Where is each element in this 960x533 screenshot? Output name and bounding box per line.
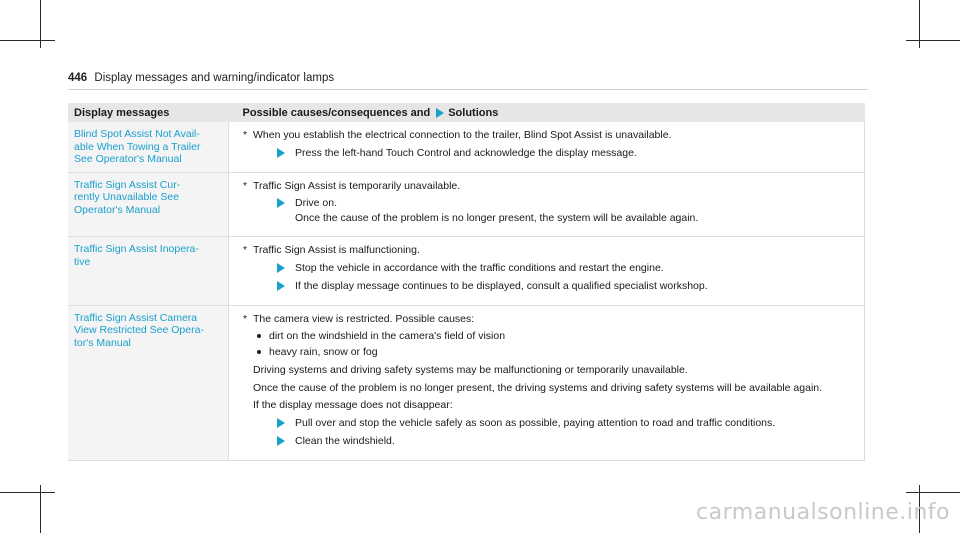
solution-step [243, 147, 858, 160]
step-text: If the display message continues to be displayed, consult a qualified specialist workshop. [295, 280, 708, 292]
paragraph: If the display message does not disappear: [253, 399, 453, 411]
table-header-row [68, 103, 865, 122]
message-line: Traffic Sign Assist Inopera- [74, 243, 199, 255]
col-header-messages: Display messages [68, 103, 229, 122]
crop-mark [906, 40, 960, 41]
asterisk: * [243, 244, 248, 256]
solution-step [243, 262, 858, 275]
col-header-causes-text: Possible causes/consequences and [242, 106, 431, 119]
solution-step [243, 417, 858, 430]
page-header [68, 72, 334, 84]
asterisk: * [243, 129, 248, 141]
cause-bullets [257, 330, 858, 358]
table-row [68, 305, 865, 460]
arrow-icon [277, 198, 285, 208]
message-line: able When Towing a Trailer [74, 140, 201, 153]
paragraph: Once the cause of the problem is no longer present, the driving systems and driving safety systems will be available again. [253, 381, 823, 394]
messages-table [68, 103, 865, 461]
message-line: rently Unavailable See [74, 191, 180, 203]
message-cell [68, 305, 229, 460]
step-text: Drive on. [295, 197, 338, 209]
arrow-icon [277, 148, 285, 158]
page-title: Display messages and warning/indicator lamps [94, 72, 335, 84]
table-row [68, 122, 865, 172]
cause-text [243, 244, 858, 257]
table-row [68, 237, 865, 306]
arrow-icon [436, 108, 444, 118]
cause-text [243, 313, 858, 326]
message-line: View Restricted See Opera- [74, 324, 204, 336]
page-number: 446 [68, 72, 88, 84]
crop-mark [0, 492, 55, 493]
asterisk: * [243, 312, 248, 325]
paragraph: Driving systems and driving safety systems may be malfunctioning or temporarily unavailable. [253, 364, 688, 376]
bullet-icon [257, 350, 261, 354]
arrow-icon [277, 418, 285, 428]
step-text: Stop the vehicle in accordance with the traffic conditions and restart the engine. [295, 261, 664, 274]
cause-value: The camera view is restricted. Possible causes: [253, 312, 475, 325]
cause-value: Traffic Sign Assist is malfunctioning. [253, 244, 420, 256]
cause-cell [229, 172, 865, 237]
solution-note [243, 212, 858, 225]
col-header-solutions-text: Solutions [448, 106, 499, 119]
arrow-icon [277, 263, 285, 273]
message-cell [68, 172, 229, 237]
cause-text [243, 180, 858, 193]
message-cell [68, 237, 229, 306]
message-line: Traffic Sign Assist Camera [74, 311, 198, 324]
cause-cell [229, 122, 865, 172]
crop-mark [906, 492, 960, 493]
solution-step [243, 197, 858, 210]
list-item [257, 346, 858, 359]
message-line: See Operator's Manual [74, 153, 182, 165]
step-text: Pull over and stop the vehicle safely as soon as possible, paying attention to road and traffic conditions. [295, 416, 776, 429]
arrow-icon [277, 436, 285, 446]
step-text: Clean the windshield. [295, 435, 395, 447]
cause-cell [229, 237, 865, 306]
header-divider [68, 89, 868, 90]
message-line: Blind Spot Assist Not Avail- [74, 128, 200, 140]
message-line: tor's Manual [74, 336, 131, 349]
cause-value: When you establish the electrical connection to the trailer, Blind Spot Assist is unavailable. [253, 129, 672, 141]
solution-step [243, 280, 858, 293]
bullet-text: dirt on the windshield in the camera's field of vision [269, 330, 506, 342]
message-line: tive [74, 255, 91, 268]
message-cell [68, 122, 229, 172]
list-item [257, 330, 858, 343]
step-text: Once the cause of the problem is no longer present, the system will be available again. [295, 211, 699, 224]
arrow-icon [277, 281, 285, 291]
asterisk: * [243, 179, 248, 192]
solution-step [243, 435, 858, 448]
bullet-text: heavy rain, snow or fog [269, 345, 378, 358]
col-header-causes [229, 103, 865, 122]
cause-text [243, 129, 858, 142]
message-line: Traffic Sign Assist Cur- [74, 178, 181, 191]
bullet-icon [257, 334, 261, 338]
step-text: Press the left-hand Touch Control and acknowledge the display message. [295, 146, 637, 159]
watermark: carmanualsonline.info [696, 500, 950, 525]
table-row [68, 172, 865, 237]
crop-mark [0, 40, 55, 41]
cause-cell [229, 305, 865, 460]
cause-value: Traffic Sign Assist is temporarily unavailable. [253, 179, 461, 192]
message-line: Operator's Manual [74, 203, 161, 216]
